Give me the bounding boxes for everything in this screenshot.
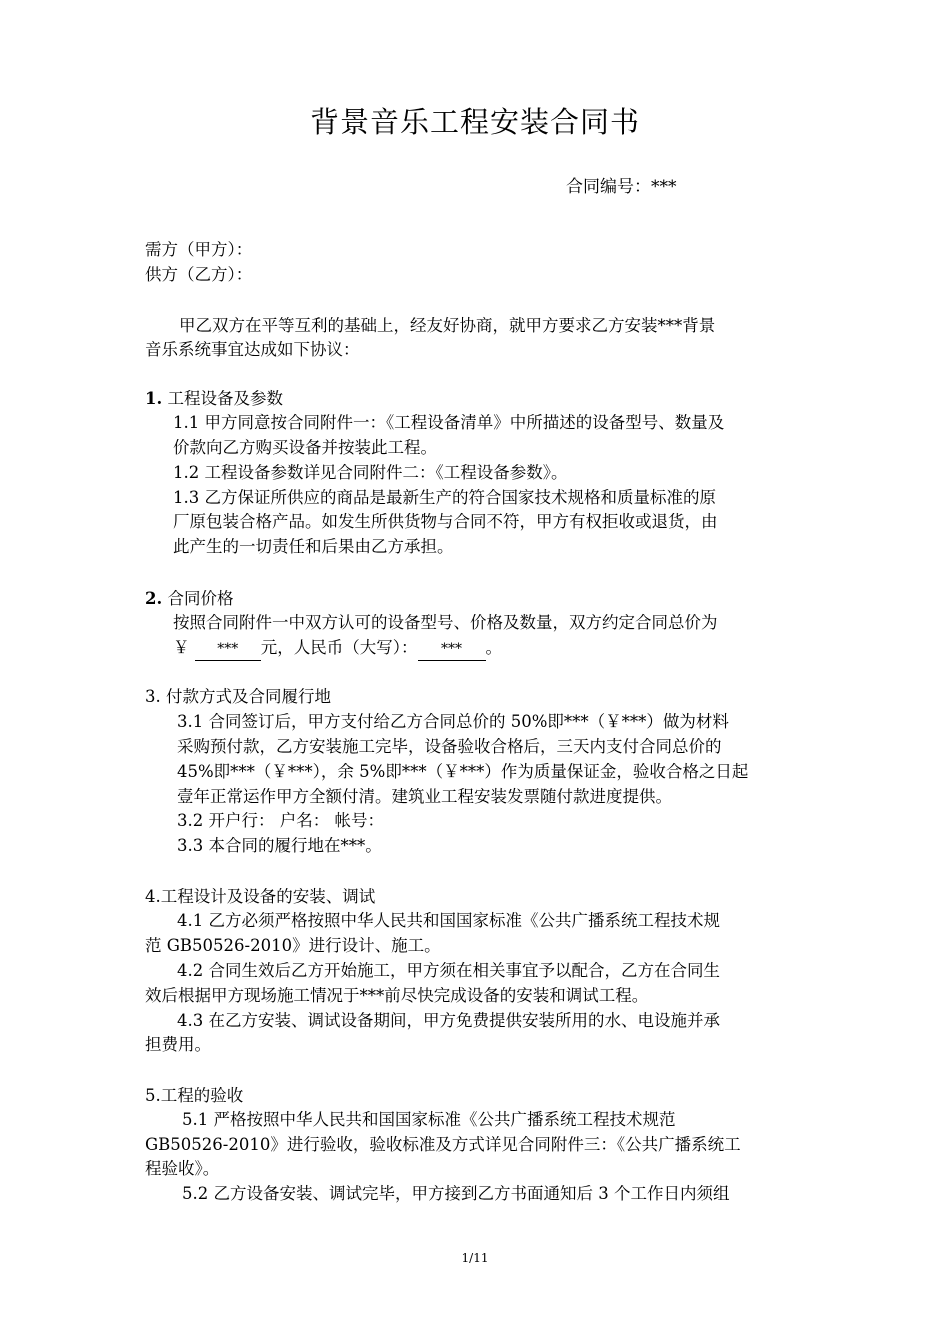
- section-3-line: 3.2 开户行： 户名： 帐号：: [177, 811, 384, 830]
- section-1-line: 此产生的一切责任和后果由乙方承担。: [173, 537, 454, 556]
- section-1-line: 1.1 甲方同意按合同附件一：《工程设备清单》中所描述的设备型号、数量及: [173, 413, 725, 432]
- section-1-heading: [145, 388, 283, 410]
- section-1-title: 工程设备及参数: [167, 389, 283, 408]
- section-2-price-line: [173, 637, 502, 661]
- section-1-line: 厂原包装合格产品。如发生所供货物与合同不符，甲方有权拒收或退货，由: [173, 512, 718, 531]
- section-4-line: 4.2 合同生效后乙方开始施工，甲方须在相关事宜予以配合，乙方在合同生: [177, 961, 720, 980]
- section-3-heading: 3. 付款方式及合同履行地: [145, 687, 331, 706]
- section-3-line: 3.3 本合同的履行地在***。: [177, 836, 382, 855]
- section-2-number: 2.: [145, 589, 163, 608]
- section-5-heading: 5.工程的验收: [145, 1086, 244, 1105]
- section-4-line: 范 GB50526-2010》进行设计、施工。: [145, 936, 441, 955]
- section-5-line: 5.2 乙方设备安装、调试完毕，甲方接到乙方书面通知后 3 个工作日内须组: [182, 1184, 730, 1203]
- section-1-line: 1.2 工程设备参数详见合同附件二：《工程设备参数》。: [173, 463, 568, 482]
- intro-line-1: 甲乙双方在平等互利的基础上，经友好协商，就甲方要求乙方安装***背景: [179, 316, 716, 335]
- section-3-line: 3.1 合同签订后，甲方支付给乙方合同总价的 50%即***（￥***）做为材料: [177, 712, 729, 731]
- page-number: 1/11: [461, 1251, 489, 1265]
- section-1-line: 价款向乙方购买设备并按装此工程。: [173, 438, 437, 457]
- document-title: 背景音乐工程安装合同书: [309, 105, 640, 139]
- amount-words-blank: ***: [418, 638, 486, 661]
- section-1-number: 1.: [145, 389, 163, 408]
- intro-line-2: 音乐系统事宜达成如下协议：: [145, 340, 360, 359]
- section-3-line: 壹年正常运作甲方全额付清。建筑业工程安装发票随付款进度提供。: [177, 787, 672, 806]
- yen-symbol: ￥: [173, 638, 190, 657]
- section-3-line: 采购预付款，乙方安装施工完毕，设备验收合格后，三天内支付合同总价的: [177, 737, 722, 756]
- section-3-line: 45%即***（￥***），余 5%即***（￥***）作为质量保证金，验收合格之日起: [177, 762, 749, 781]
- section-5-line: GB50526-2010》进行验收，验收标准及方式详见合同附件三：《公共广播系统工: [145, 1135, 741, 1154]
- contract-number: 合同编号：***: [566, 177, 677, 197]
- party-a-label: 需方（甲方）：: [145, 240, 253, 259]
- section-2-line: 按照合同附件一中双方认可的设备型号、价格及数量，双方约定合同总价为: [173, 613, 718, 632]
- section-4-line: 4.1 乙方必须严格按照中华人民共和国国家标准《公共广播系统工程技术规: [177, 911, 720, 930]
- section-4-line: 担费用。: [145, 1035, 211, 1054]
- section-4-line: 4.3 在乙方安装、调试设备期间，甲方免费提供安装所用的水、电设施并承: [177, 1011, 720, 1030]
- total-amount-blank: ***: [195, 638, 261, 661]
- section-5-line: 5.1 严格按照中华人民共和国国家标准《公共广播系统工程技术规范: [182, 1110, 676, 1129]
- section-1-line: 1.3 乙方保证所供应的商品是最新生产的符合国家技术规格和质量标准的原: [173, 488, 716, 507]
- section-2-heading: [145, 588, 233, 610]
- sentence-end: 。: [485, 638, 502, 657]
- section-5-line: 程验收》。: [145, 1159, 220, 1178]
- section-2-title: 合同价格: [167, 589, 234, 608]
- section-4-heading: 4.工程设计及设备的安装、调试: [145, 887, 376, 906]
- party-b-label: 供方（乙方）：: [145, 265, 253, 284]
- rmb-uppercase-label: 元，人民币（大写）：: [260, 638, 418, 657]
- section-4-line: 效后根据甲方现场施工情况于***前尽快完成设备的安装和调试工程。: [145, 986, 649, 1005]
